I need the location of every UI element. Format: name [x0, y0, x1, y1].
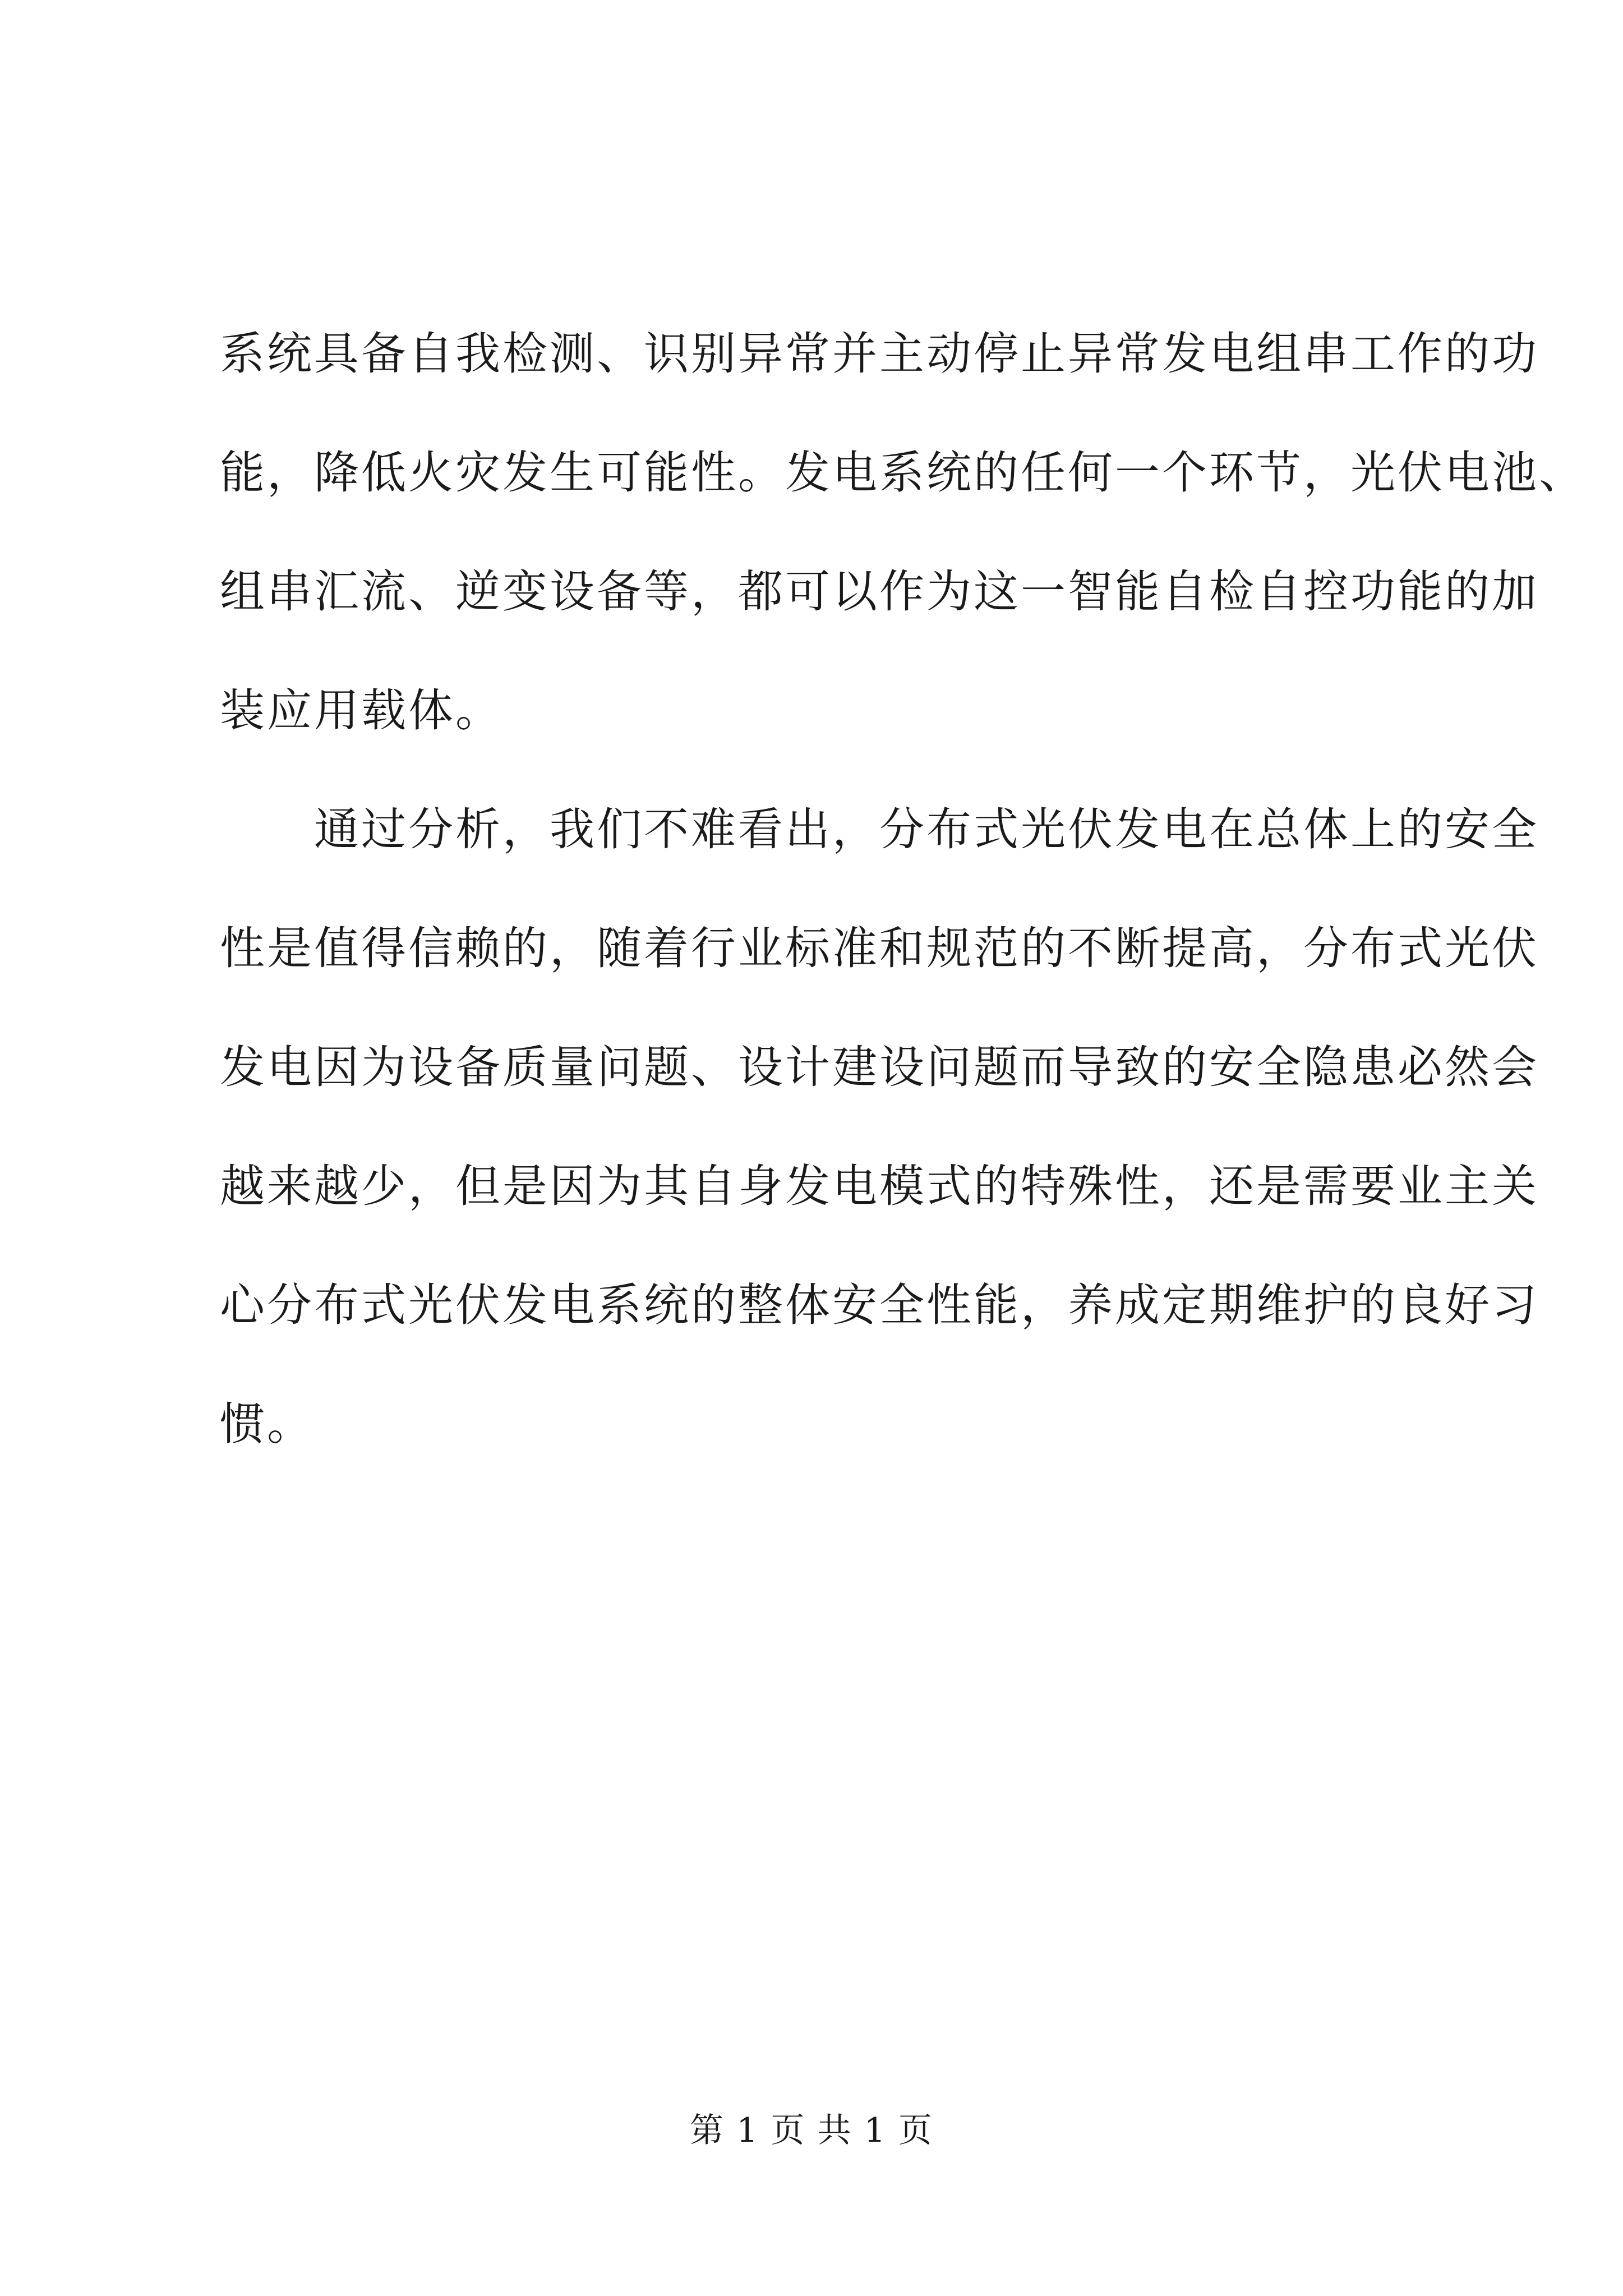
body-text [220, 295, 1586, 1484]
paragraph-line: 能，降低火灾发生可能性。发电系统的任何一个环节，光伏电池、 [220, 447, 1586, 499]
page-footer: 第 1 页 共 1 页 [690, 2111, 933, 2150]
paragraph-line: 越来越少，但是因为其自身发电模式的特殊性，还是需要业主关 [220, 1160, 1539, 1212]
paragraph-line: 组串汇流、逆变设备等，都可以作为这一智能自检自控功能的加 [220, 565, 1539, 618]
paragraph-2 [220, 770, 1539, 1484]
paragraph-line: 心分布式光伏发电系统的整体安全性能，养成定期维护的良好习 [220, 1279, 1539, 1331]
paragraph-line: 通过分析，我们不难看出，分布式光伏发电在总体上的安全 [314, 803, 1539, 855]
paragraph-line: 性是值得信赖的，随着行业标准和规范的不断提高，分布式光伏 [220, 922, 1539, 974]
paragraph-1 [220, 295, 1586, 770]
paragraph-line: 系统具备自我检测、识别异常并主动停止异常发电组串工作的功 [220, 328, 1539, 380]
paragraph-line: 装应用载体。 [220, 684, 502, 737]
paragraph-line: 惯。 [220, 1398, 314, 1450]
paragraph-line: 发电因为设备质量问题、设计建设问题而导致的安全隐患必然会 [220, 1041, 1539, 1093]
